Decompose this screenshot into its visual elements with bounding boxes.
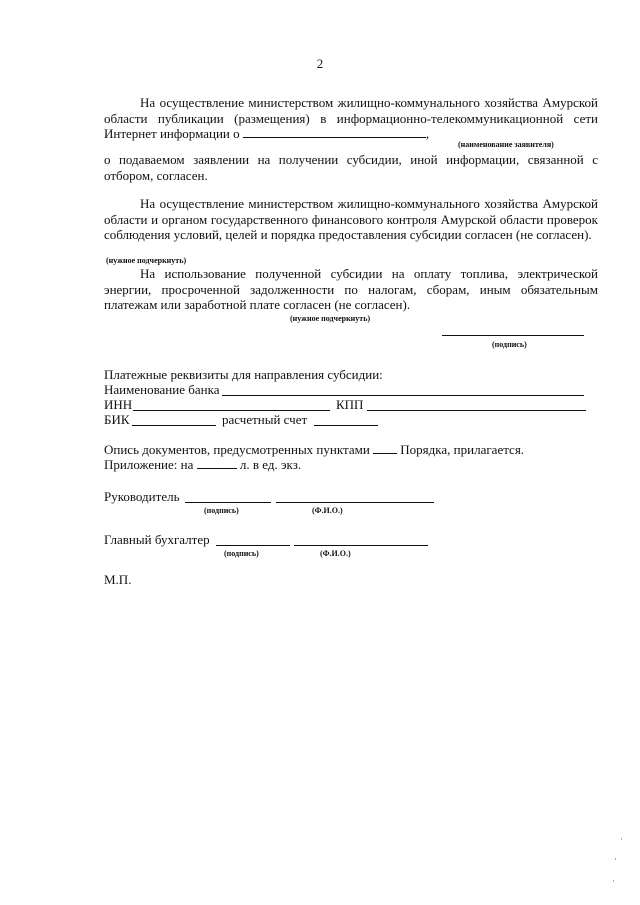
inn-label: ИНН [104, 397, 133, 412]
consent-signature-field[interactable] [442, 335, 584, 336]
head-signature-field[interactable] [185, 502, 271, 503]
appendix-text-a: Приложение: на [104, 457, 194, 472]
inventory-points-field[interactable] [373, 443, 397, 454]
consent-usage-text: На использование полученной субсидии на оплату топлива, электрической энергии, просроченной задолженности по налогам, сборам, иным обязательным платежам или заработной плате согласен (не согласен). [104, 266, 598, 312]
consent-usage [104, 266, 598, 313]
account-label: расчетный счет [222, 412, 308, 427]
accountant-name-note: (Ф.И.О.) [320, 549, 351, 558]
appendix-text [104, 457, 301, 472]
applicant-name-field[interactable] [243, 127, 426, 138]
scan-speck-3: · [612, 876, 615, 886]
seal-mark: М.П. [104, 572, 132, 587]
inn-field[interactable] [133, 410, 330, 411]
accountant-signature-field[interactable] [216, 545, 290, 546]
consent-publication-text: На осуществление министерством жилищно-коммунального хозяйства Амурской области публикации (размещения) в информационно-телекоммуникационной сети Интернет информации о [104, 95, 598, 141]
inventory-text-a: Опись документов, предусмотренных пунктами [104, 442, 370, 457]
bank-name-field[interactable] [222, 395, 584, 396]
page-number: 2 [316, 56, 324, 71]
inventory-text [104, 442, 524, 457]
inventory-text-b: Порядка, прилагается. [400, 442, 525, 457]
underline-note-2: (нужное подчеркнуть) [290, 314, 371, 323]
consent-inspection [104, 196, 598, 243]
head-signature-note: (подпись) [204, 506, 239, 515]
head-name-note: (Ф.И.О.) [312, 506, 343, 515]
accountant-name-field[interactable] [294, 545, 428, 546]
kpp-field[interactable] [367, 410, 586, 411]
bank-name-label: Наименование банка [104, 382, 220, 397]
consent-publication [104, 95, 598, 142]
account-field[interactable] [314, 425, 378, 426]
bik-field[interactable] [132, 425, 216, 426]
comma: , [425, 126, 430, 141]
scan-speck-1: · [620, 834, 623, 844]
underline-note-1: (нужное подчеркнуть) [106, 256, 187, 265]
appendix-text-b: л. в ед. экз. [239, 457, 302, 472]
accountant-label: Главный бухгалтер [104, 532, 210, 547]
payment-heading: Платежные реквизиты для направления субсидии: [104, 367, 383, 382]
consent-signature-note: (подпись) [492, 340, 527, 349]
appendix-sheets-field[interactable] [197, 458, 237, 469]
applicant-name-note: (наименование заявителя) [458, 140, 554, 149]
head-name-field[interactable] [276, 502, 434, 503]
consent-inspection-text: На осуществление министерством жилищно-коммунального хозяйства Амурской области и органом государственного финансового контроля Амурской области проверок соблюдения условий, целей и порядка предоставления субсидии согласен (не согласен). [104, 196, 598, 242]
bik-label: БИК [104, 412, 130, 427]
head-label: Руководитель [104, 489, 180, 504]
scan-speck-2: · [614, 854, 617, 864]
kpp-label: КПП [336, 397, 364, 412]
accountant-signature-note: (подпись) [224, 549, 259, 558]
consent-publication-continuation: о подаваемом заявлении на получении субсидии, иной информации, связанной с отбором, согласен. [104, 152, 598, 183]
